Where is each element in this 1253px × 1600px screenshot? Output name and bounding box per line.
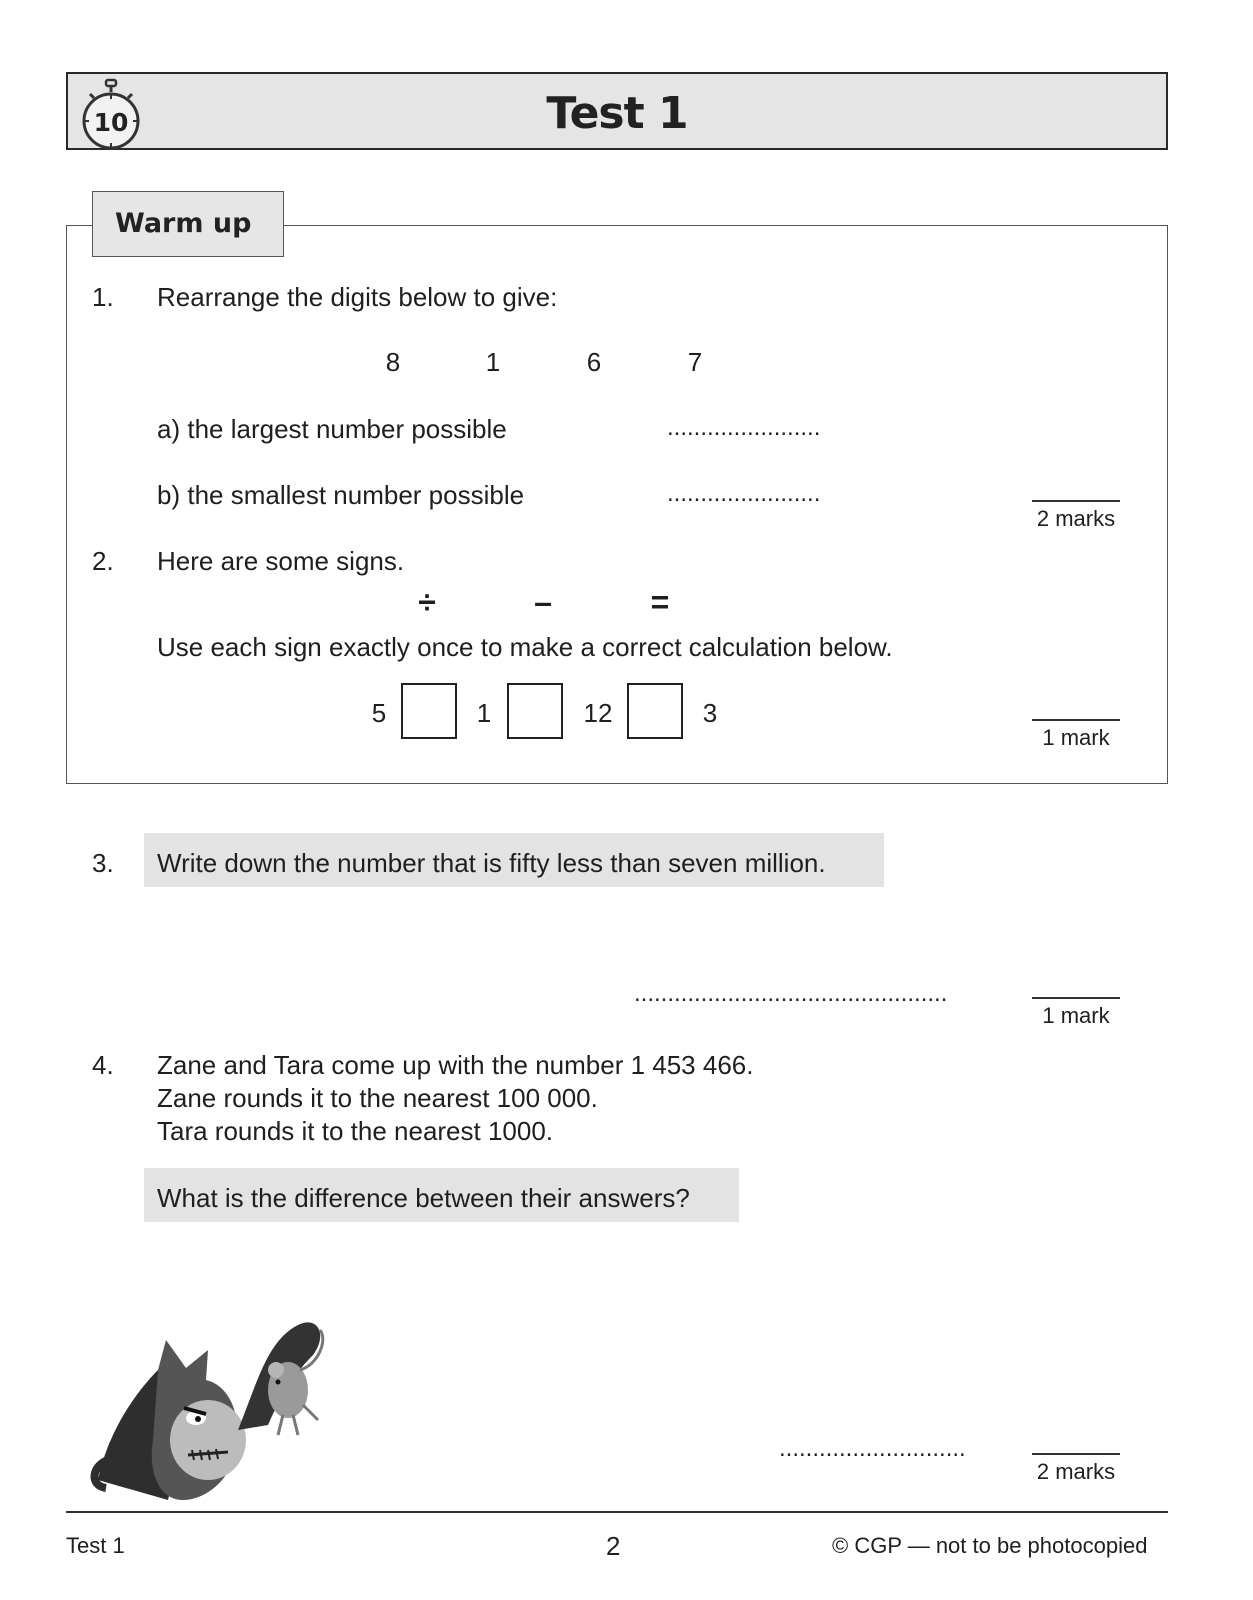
question-1a-answer-line[interactable]: ....................... xyxy=(667,414,821,441)
page-number: 2 xyxy=(606,1531,621,1561)
question-4-answer-line[interactable]: ............................ xyxy=(779,1435,966,1462)
question-4-question: What is the difference between their answers? xyxy=(157,1183,690,1213)
digit-1: 8 xyxy=(385,347,401,377)
footer-left-label: Test 1 xyxy=(66,1533,125,1558)
question-2-instruction: Use each sign exactly once to make a correct calculation below. xyxy=(157,632,893,662)
question-1-number: 1. xyxy=(92,282,114,312)
digit-4: 7 xyxy=(687,347,703,377)
timer-minutes: 10 xyxy=(93,108,129,137)
question-1-prompt: Rearrange the digits below to give: xyxy=(157,282,558,312)
question-3-marks: 1 mark xyxy=(1042,1003,1110,1028)
digit-2: 1 xyxy=(485,347,501,377)
marks-box-line xyxy=(1032,997,1120,999)
page-title: Test 1 xyxy=(546,88,688,139)
question-1-marks: 2 marks xyxy=(1036,506,1116,531)
question-1b-text: b) the smallest number possible xyxy=(157,480,525,510)
sign-answer-box-3[interactable] xyxy=(627,683,683,739)
cat-holding-mouse-illustration xyxy=(88,1310,348,1510)
question-4-line-2: Zane rounds it to the nearest 100 000. xyxy=(157,1083,598,1113)
question-4-line-3: Tara rounds it to the nearest 1000. xyxy=(157,1116,554,1146)
sign-equals: = xyxy=(650,584,670,620)
question-2-marks: 1 mark xyxy=(1042,725,1110,750)
question-3-answer-line[interactable]: ............................................... xyxy=(634,980,948,1007)
calc-number-1: 1 xyxy=(476,698,492,728)
marks-box-line xyxy=(1032,500,1120,502)
sign-minus: – xyxy=(534,584,552,620)
question-3-number: 3. xyxy=(92,848,114,878)
test-header xyxy=(66,72,1168,150)
calc-number-5: 5 xyxy=(371,698,387,728)
question-4-marks: 2 marks xyxy=(1036,1459,1116,1484)
sign-divide: ÷ xyxy=(418,584,436,620)
question-4-line-1: Zane and Tara come up with the number 1 453 466. xyxy=(157,1050,754,1080)
marks-box-line xyxy=(1032,719,1120,721)
question-2-prompt: Here are some signs. xyxy=(157,546,405,576)
calc-number-3: 3 xyxy=(702,698,718,728)
question-3-prompt: Write down the number that is fifty less than seven million. xyxy=(157,848,826,878)
marks-box-line xyxy=(1032,1453,1120,1455)
sign-answer-box-1[interactable] xyxy=(401,683,457,739)
question-1b-answer-line[interactable]: ....................... xyxy=(667,480,821,507)
question-4-number: 4. xyxy=(92,1050,114,1080)
digit-3: 6 xyxy=(586,347,602,377)
copyright-notice: © CGP — not to be photocopied xyxy=(832,1533,1148,1558)
footer-divider xyxy=(66,1511,1168,1513)
sign-answer-box-2[interactable] xyxy=(507,683,563,739)
warm-up-tab-label: Warm up xyxy=(92,191,284,257)
question-1a-text: a) the largest number possible xyxy=(157,414,507,444)
question-2-number: 2. xyxy=(92,546,114,576)
calc-number-12: 12 xyxy=(583,698,613,728)
